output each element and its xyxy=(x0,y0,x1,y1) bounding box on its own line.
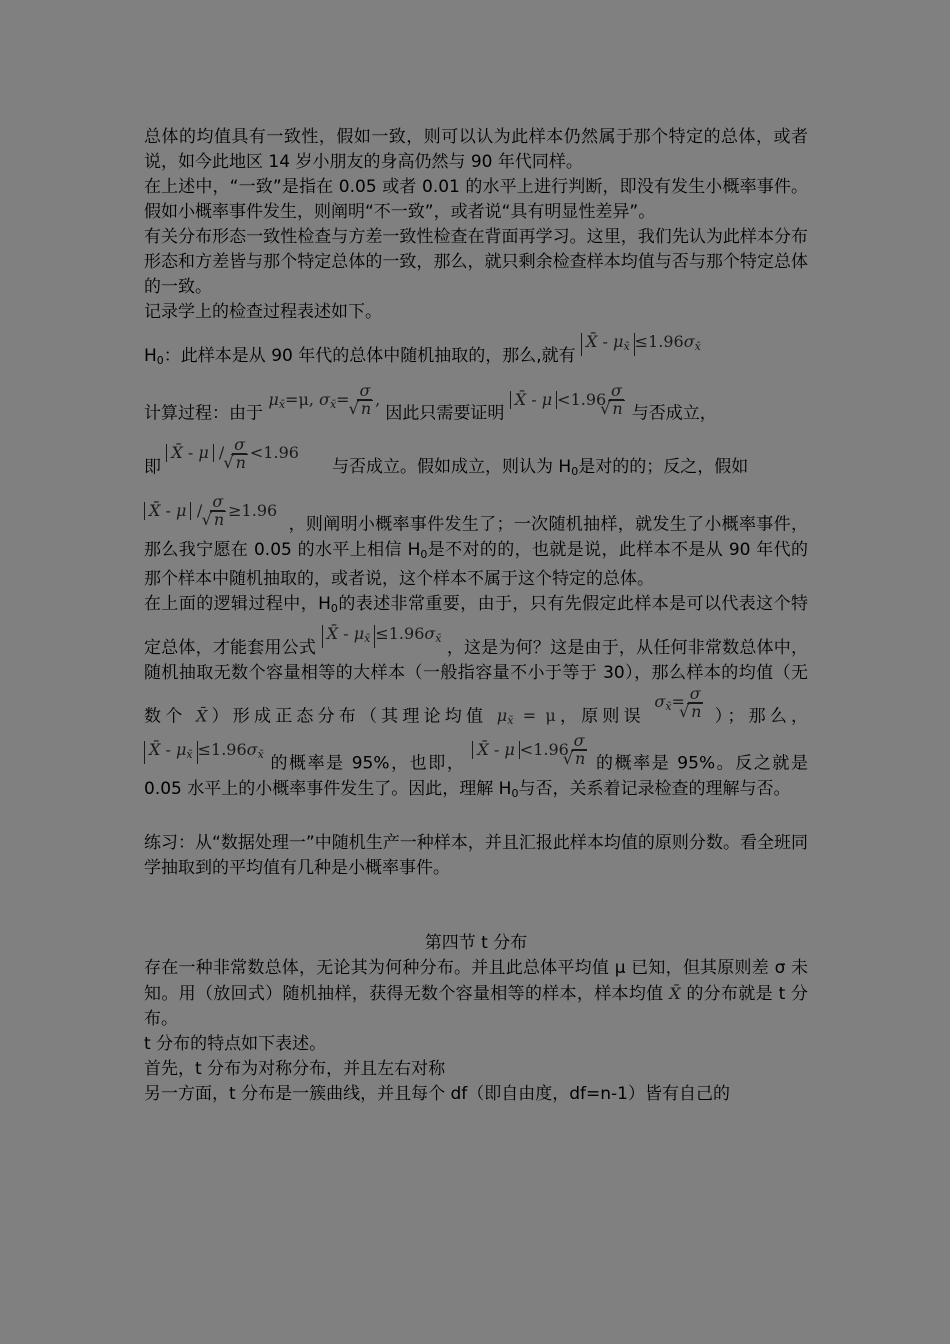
formula-logic-1: X̄ - $\mu_{x̄} \le 1.96\sigma_{x̄}$ xyxy=(322,624,447,643)
formula-prove: X̄ - μ <1.96 σ √ n xyxy=(510,390,632,409)
paragraph-3: 有关分布形态一致性检查与方差一致性检查在背面再学习。这里，我们先认为此样本分布形态和方差皆与那个特定总体的一致，那么，就只剩余检查样本均值与否与那个特定总体的一致。 xyxy=(144,227,808,297)
exercise-paragraph: 练习：从“数据处理一”中随机生产一种样本，并且汇报此样本均值的原则分数。看全班同学抽取到的平均值有几种是小概率事件。 xyxy=(144,832,808,878)
paragraph-4: 记录学上的检查过程表述如下。 xyxy=(144,302,382,322)
formula-se: $\sigma_{x̄}=$ σ √ n xyxy=(654,692,714,711)
formula-ratio-lt: X̄ - μ / σ √ n <1.96 xyxy=(166,443,304,462)
paragraph-1: 总体的均值具有一致性，假如一致，则可以认为此样本仍然属于那个特定的总体，或者说，如今此地区 14 岁小朋友的身高仍然与 90 年代同样。 xyxy=(144,127,808,172)
formula-xbar-inline: X̄ xyxy=(196,706,208,725)
calc-mid: 因此只需要证明 xyxy=(385,403,505,424)
spacer-large xyxy=(144,881,808,931)
formula-logic-3: X̄ - μ <1.96 σ √ n xyxy=(472,740,596,759)
calc-suffix: 与否成立， xyxy=(631,403,717,424)
formula-logic-2: X̄ - $\mu_{x̄} \le 1.96\sigma_{x̄}$ xyxy=(144,740,270,759)
negative-case: X̄ - μ / σ √ n ≥1.96 ，则阐明小概率事件发生了；一次随机抽样，就发生了小概率事件，那么我宁愿在 0.05 的水平上相信 H0是不对的的，也就是说，此样本不是从 90 年代的那个样本中随机抽取的，或者说，这个样本不属于这个特定的总体。 xyxy=(144,494,808,592)
h0-label: H0 xyxy=(144,346,164,367)
paragraph-2: 在上述中，“一致”是指在 0.05 或者 0.01 的水平上进行判断，即没有发生小概率事件。假如小概率事件发生，则阐明“不一致”，或者说“具有明显性差异”。 xyxy=(144,177,808,222)
calc-line xyxy=(144,383,808,427)
section-paragraph-3: 首先，t 分布为对称分布，并且左右对称 xyxy=(144,1058,446,1079)
formula-mu-x: $\mu_{x̄} = \mu$ xyxy=(496,706,556,727)
spacer xyxy=(144,806,808,831)
formula-xbar-section: X̄ xyxy=(669,983,681,1003)
h0-text: ：此样本是从 90 年代的总体中随机抽取的，那么,就有 xyxy=(163,346,576,366)
formula-ratio-ge: X̄ - μ / σ √ n ≥1.96 xyxy=(144,501,283,520)
ji-label: 即 xyxy=(144,457,161,477)
section-paragraph-4: 另一方面，t 分布是一簇曲线，并且每个 df（即自由度，df=n-1）皆有自己的 xyxy=(144,1083,730,1104)
ji-after: 与否成立。假如成立，则认为 H0是对的的；反之，假如 xyxy=(332,457,749,478)
section-paragraph-1: 存在一种非常数总体，无论其为何种分布。并且此总体平均值 μ 已知，但其原则差 σ 未知。用（放回式）随机抽样，获得无数个容量相等的样本，样本均值 X̄ 的分布就是 t 分布。 xyxy=(144,957,809,1029)
h0-statement xyxy=(144,329,808,373)
calc-prefix: 计算过程：由于 xyxy=(144,403,263,424)
logic-paragraph: 在上面的逻辑过程中，H0的表述非常重要，由于，只有先假定此样本是可以代表这个特定总体，才能套用公式 X̄ - $\mu_{x̄} \le 1.96\sigma_{x̄}$ ，这是为何？这是由于，从任何非常数总体中，随机抽取无数个容量相等的大样本（一般指容量不小于等于 30），那么样本的均值（无数个 X̄）形成正态分布（其理论均值 $\mu_{x̄} = \mu$，原则误 $\sigma_{x̄}=$ σ √ n ）；那么， X̄ - $\mu_{x̄} \le 1.96\sigma_{x̄}$ 的概率是 95%，也即， X̄ - μ <1.96 σ √ n 的概率是 95%。反之就是 0.05 水平上的小概率事件发生了。因此，理解 H0与否，关系着记录检查的理解与否。 xyxy=(144,592,808,806)
ji-line xyxy=(144,434,808,485)
formula-h0: X̄ - $\mu_{x̄} \le 1.96\sigma_{x̄}$ xyxy=(581,332,701,351)
document-page xyxy=(144,125,808,1107)
section-title: 第四节 t 分布 xyxy=(424,932,528,953)
formula-mean-se: $\mu_{x̄}=\mu$, $\sigma_{x̄}=$ σ √ n , xyxy=(268,390,385,409)
section-paragraph-2: t 分布的特点如下表述。 xyxy=(144,1033,327,1054)
